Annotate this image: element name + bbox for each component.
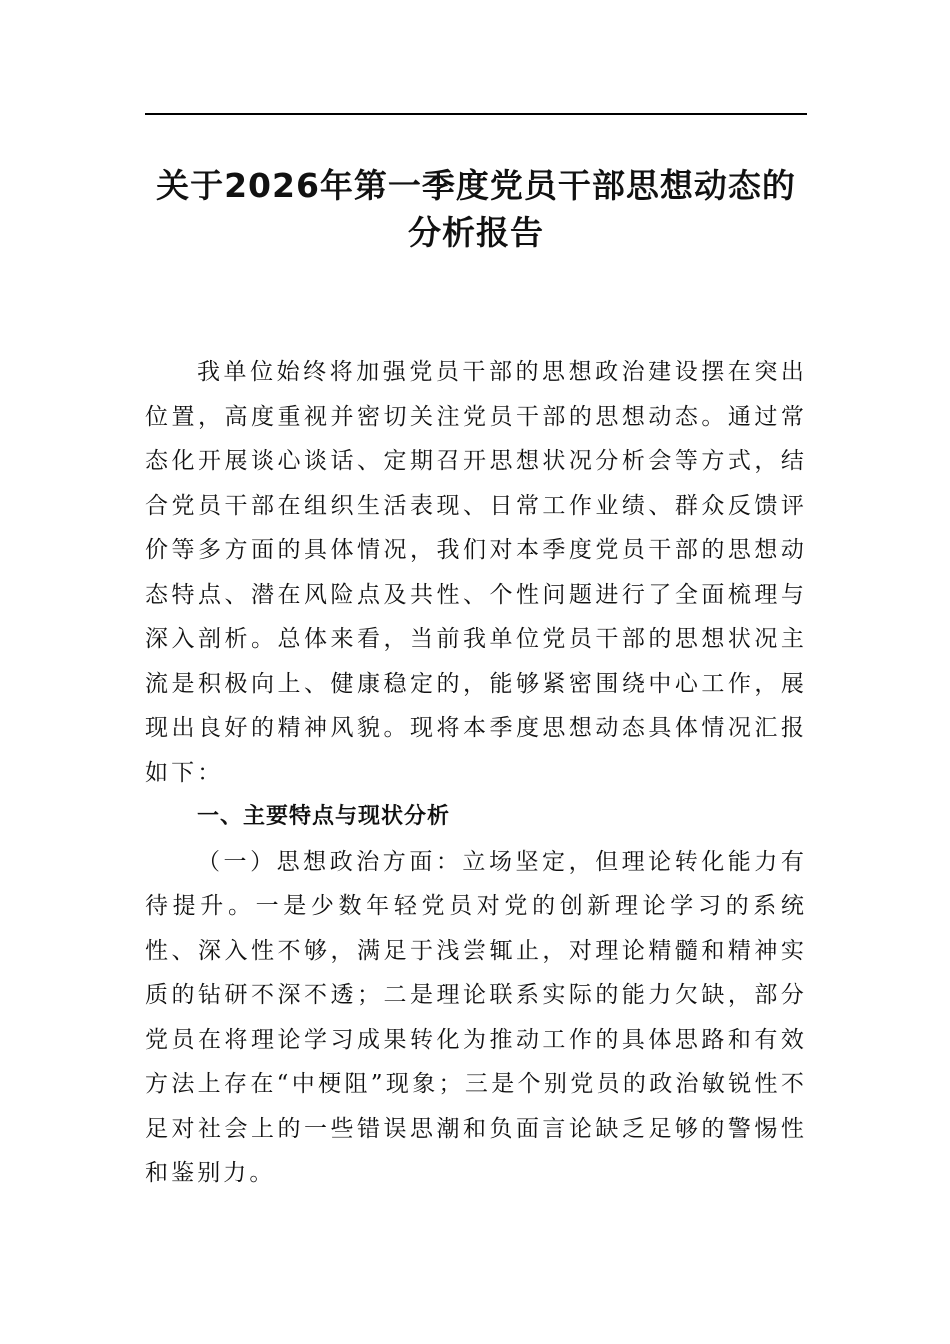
section-1-paragraph-1: （一）思想政治方面：立场坚定，但理论转化能力有待提升。一是少数年轻党员对党的创新理论学习的系统性、深入性不够，满足于浅尝辄止，对理论精髓和精神实质的钻研不深不透；二是理论联系实际的能力欠缺，部分党员在将理论学习成果转化为推动工作的具体思路和有效方法上存在“中梗阻”现象；三是个别党员的政治敏锐性不足对社会上的一些错误思潮和负面言论缺乏足够的警惕性和鉴别力。 <box>145 848 807 1186</box>
title-line-2: 分析报告 <box>408 213 544 252</box>
document-body <box>145 350 807 1196</box>
title-line-1: 关于2026年第一季度党员干部思想动态的 <box>156 166 796 205</box>
document-title <box>145 162 807 256</box>
header-rule <box>145 113 807 115</box>
section-heading-1: 一、主要特点与现状分析 <box>197 804 451 829</box>
intro-paragraph: 我单位始终将加强党员干部的思想政治建设摆在突出位置，高度重视并密切关注党员干部的思想动态。通过常态化开展谈心谈话、定期召开思想状况分析会等方式，结合党员干部在组织生活表现、日常工作业绩、群众反馈评价等多方面的具体情况，我们对本季度党员干部的思想动态特点、潜在风险点及共性、个性问题进行了全面梳理与深入剖析。总体来看，当前我单位党员干部的思想状况主流是积极向上、健康稳定的，能够紧密围绕中心工作，展现出良好的精神风貌。现将本季度思想动态具体情况汇报如下： <box>145 359 807 786</box>
